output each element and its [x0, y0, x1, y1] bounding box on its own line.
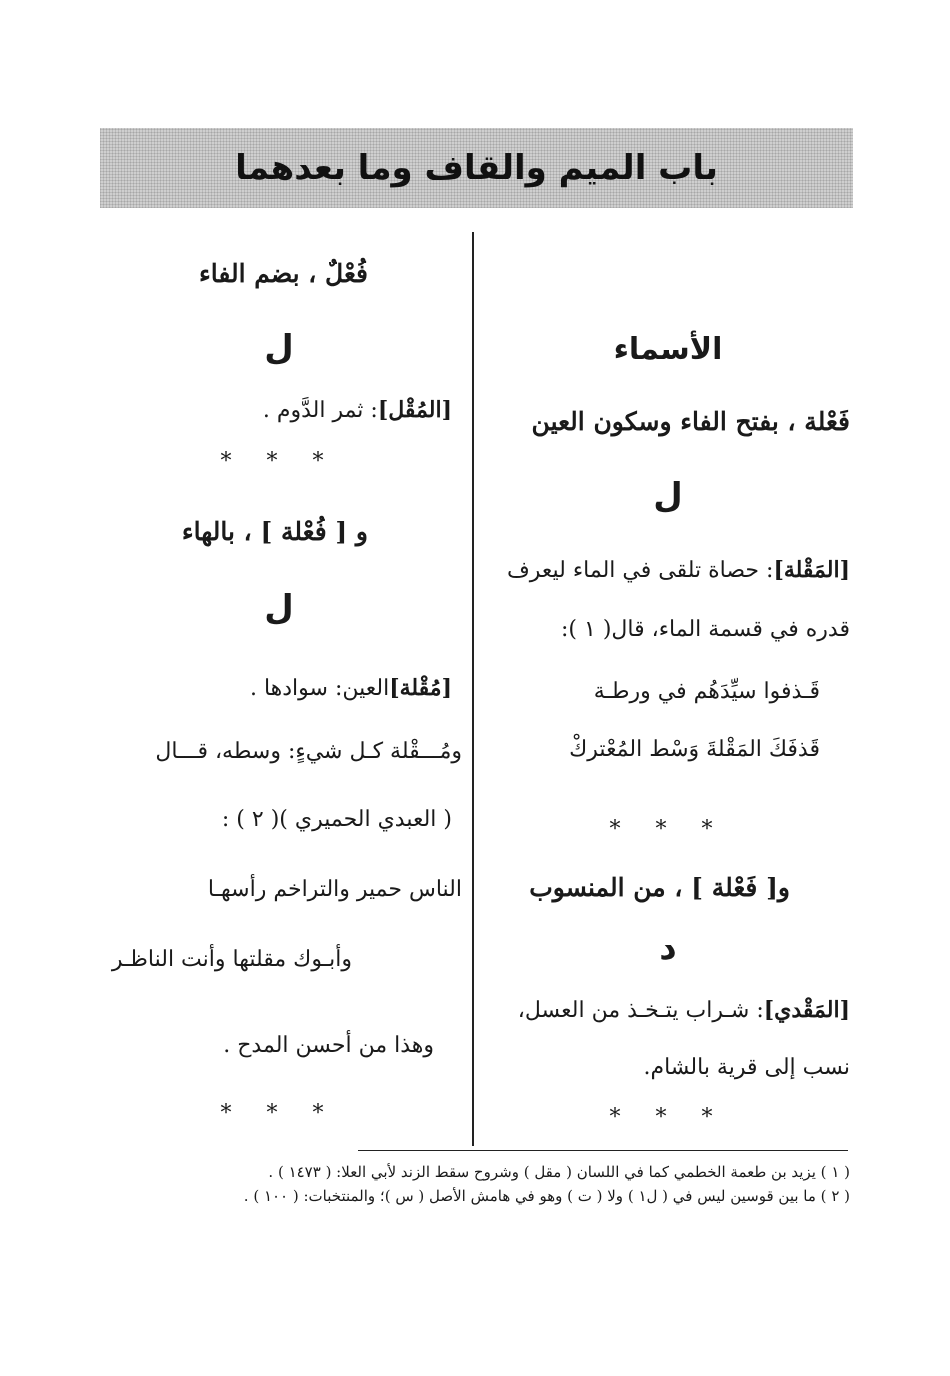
closing-line: وهذا من أحسن المدح .	[223, 1033, 434, 1058]
entry-line: ( العبدي الحميري )( ٢ ) :	[221, 807, 452, 832]
footnote: ( ٢ ) ما بين قوسين ليس في ( ل١ ) ولا ( ت ) وهو في هامش الأصل ( س )؛ والمنتخبات: ( ١٠٠ ) .	[243, 1187, 850, 1205]
separator-stars: * * *	[220, 1101, 338, 1126]
letter-heading: ل	[264, 328, 294, 368]
pattern-heading: فُعْلٌ ، بضم الفاء	[199, 259, 368, 288]
entry-line: ومُـــقْلة كـل شيءٍ: وسطه، قـــال	[155, 739, 462, 764]
entry-line	[507, 556, 850, 586]
separator-stars: * * *	[609, 817, 727, 842]
entry-definition: : حصاة تلقى في الماء ليعرف	[506, 558, 774, 583]
entry-term: [المُقْل]	[377, 397, 452, 423]
letter-heading: ل	[264, 588, 294, 628]
verse-line: الناس حمير والتراخم رأسهـا	[207, 877, 462, 902]
footnote: ( ١ ) يزيد بن طعمة الخطمي كما في اللسان ( مقل ) وشروح سقط الزند لأبي العلا: ( ١٤٧٣ ) .	[268, 1163, 850, 1181]
entry-term: [المَقْدي]	[763, 997, 850, 1023]
pattern-heading: فَعْلة ، بفتح الفاء وسكون العين	[531, 407, 850, 436]
entry-line	[250, 674, 452, 704]
entry-definition: : شـراب يتـخـذ من العسل،	[517, 998, 764, 1023]
section-title: الأسماء	[613, 332, 723, 367]
verse-line: قَذفَكَ المَقْلةَ وَسْط المُعْتركْ	[569, 737, 820, 762]
chapter-header-band	[100, 128, 853, 208]
letter-heading: ل	[653, 476, 683, 516]
entry-line	[263, 396, 452, 426]
verse-line: وأبـوك مقلتها وأنت الناظـر	[111, 947, 352, 972]
entry-definition: : ثمر الدَّوم .	[262, 398, 378, 423]
column-divider	[472, 232, 474, 1146]
letter-heading: د	[659, 928, 677, 968]
footnote-rule	[358, 1150, 848, 1151]
entry-line: قدره في قسمة الماء، قال( ١ ):	[561, 617, 850, 642]
separator-stars: * * *	[609, 1105, 727, 1130]
chapter-title: باب الميم والقاف وما بعدهما	[235, 148, 718, 188]
verse-line: قَـذفوا سيِّدَهُم في ورطـة	[593, 679, 820, 704]
pattern-heading: و [ فُعْلة ] ، بالهاء	[181, 517, 368, 546]
entry-line: نسب إلى قرية بالشام.	[643, 1055, 850, 1080]
entry-term: [المَقْلة]	[773, 557, 850, 583]
footnotes	[150, 1160, 850, 1208]
entry-definition: العين: سوادها .	[249, 676, 390, 701]
separator-stars: * * *	[220, 449, 338, 474]
entry-term: [مُقْلة]	[389, 675, 452, 701]
entry-line	[518, 996, 850, 1026]
pattern-heading: و[ فَعْلة ] ، من المنسوب	[529, 873, 790, 902]
